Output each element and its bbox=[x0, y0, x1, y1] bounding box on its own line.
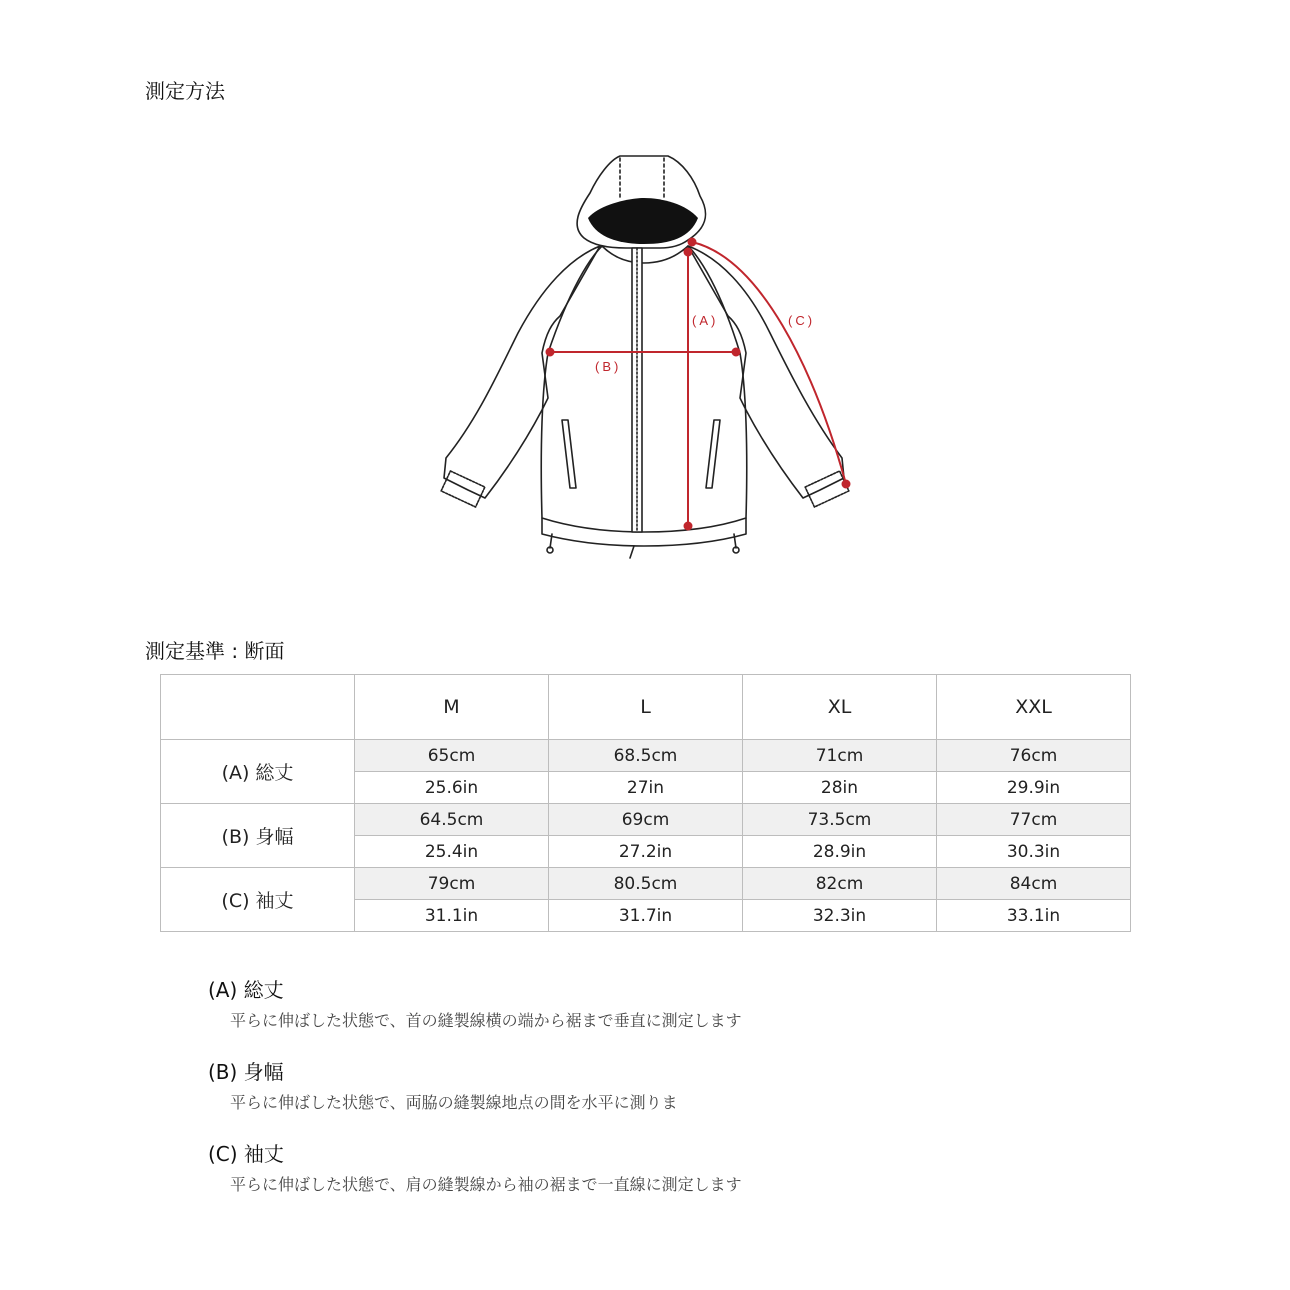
hood-lining bbox=[588, 198, 698, 244]
in-cell: 25.6in bbox=[355, 772, 549, 804]
in-cell: 28in bbox=[743, 772, 937, 804]
cm-cell: 68.5cm bbox=[549, 740, 743, 772]
note-text: 平らに伸ばした状態で、首の縫製線横の端から裾まで垂直に測定します bbox=[230, 1011, 742, 1030]
label-c: (C) bbox=[788, 313, 816, 328]
cm-cell: 73.5cm bbox=[743, 804, 937, 836]
size-header: M bbox=[355, 675, 549, 740]
size-header: L bbox=[549, 675, 743, 740]
note-c bbox=[208, 1140, 1108, 1196]
corner-cell bbox=[161, 675, 355, 740]
in-cell: 30.3in bbox=[937, 836, 1131, 868]
left-cuff bbox=[441, 471, 485, 507]
measurement-notes bbox=[208, 976, 1108, 1222]
note-a bbox=[208, 976, 1108, 1032]
size-table bbox=[160, 674, 1131, 932]
row-label: (A) 総丈 bbox=[161, 740, 355, 804]
left-pocket bbox=[562, 420, 576, 488]
note-title: (C) 袖丈 bbox=[208, 1142, 284, 1166]
cm-cell: 77cm bbox=[937, 804, 1131, 836]
in-cell: 32.3in bbox=[743, 900, 937, 932]
section-title-measurement-method: 測定方法 bbox=[145, 79, 225, 103]
note-text: 平らに伸ばした状態で、肩の縫製線から袖の裾まで一直線に測定します bbox=[230, 1175, 742, 1194]
cm-cell: 76cm bbox=[937, 740, 1131, 772]
label-a: (A) bbox=[692, 313, 719, 328]
note-title: (A) 総丈 bbox=[208, 978, 284, 1002]
right-cuff bbox=[805, 471, 849, 507]
cm-cell: 79cm bbox=[355, 868, 549, 900]
in-cell: 27.2in bbox=[549, 836, 743, 868]
size-header: XL bbox=[743, 675, 937, 740]
note-title: (B) 身幅 bbox=[208, 1060, 284, 1084]
label-b: (B) bbox=[595, 359, 622, 374]
size-header-row bbox=[161, 675, 1131, 740]
in-cell: 31.1in bbox=[355, 900, 549, 932]
table-row bbox=[161, 740, 1131, 772]
note-b bbox=[208, 1058, 1108, 1114]
size-header: XXL bbox=[937, 675, 1131, 740]
in-cell: 27in bbox=[549, 772, 743, 804]
measurement-lines bbox=[547, 239, 850, 530]
in-cell: 29.9in bbox=[937, 772, 1131, 804]
row-label: (C) 袖丈 bbox=[161, 868, 355, 932]
row-label: (B) 身幅 bbox=[161, 804, 355, 868]
hood-inner-seam bbox=[620, 158, 664, 200]
in-cell: 33.1in bbox=[937, 900, 1131, 932]
cm-cell: 80.5cm bbox=[549, 868, 743, 900]
cm-cell: 84cm bbox=[937, 868, 1131, 900]
line-c bbox=[692, 242, 846, 484]
in-cell: 28.9in bbox=[743, 836, 937, 868]
in-cell: 25.4in bbox=[355, 836, 549, 868]
cm-cell: 82cm bbox=[743, 868, 937, 900]
jacket-body bbox=[541, 246, 747, 532]
right-sleeve bbox=[688, 246, 844, 498]
cm-cell: 69cm bbox=[549, 804, 743, 836]
in-cell: 31.7in bbox=[549, 900, 743, 932]
section-title-measurement-basis: 測定基準 : 断面 bbox=[145, 639, 285, 663]
table-row bbox=[161, 868, 1131, 900]
table-row bbox=[161, 804, 1131, 836]
right-pocket bbox=[706, 420, 720, 488]
cm-cell: 65cm bbox=[355, 740, 549, 772]
jacket-measurement-diagram bbox=[430, 148, 870, 568]
cm-cell: 71cm bbox=[743, 740, 937, 772]
cm-cell: 64.5cm bbox=[355, 804, 549, 836]
note-text: 平らに伸ばした状態で、両脇の縫製線地点の間を水平に測りま bbox=[230, 1093, 678, 1112]
